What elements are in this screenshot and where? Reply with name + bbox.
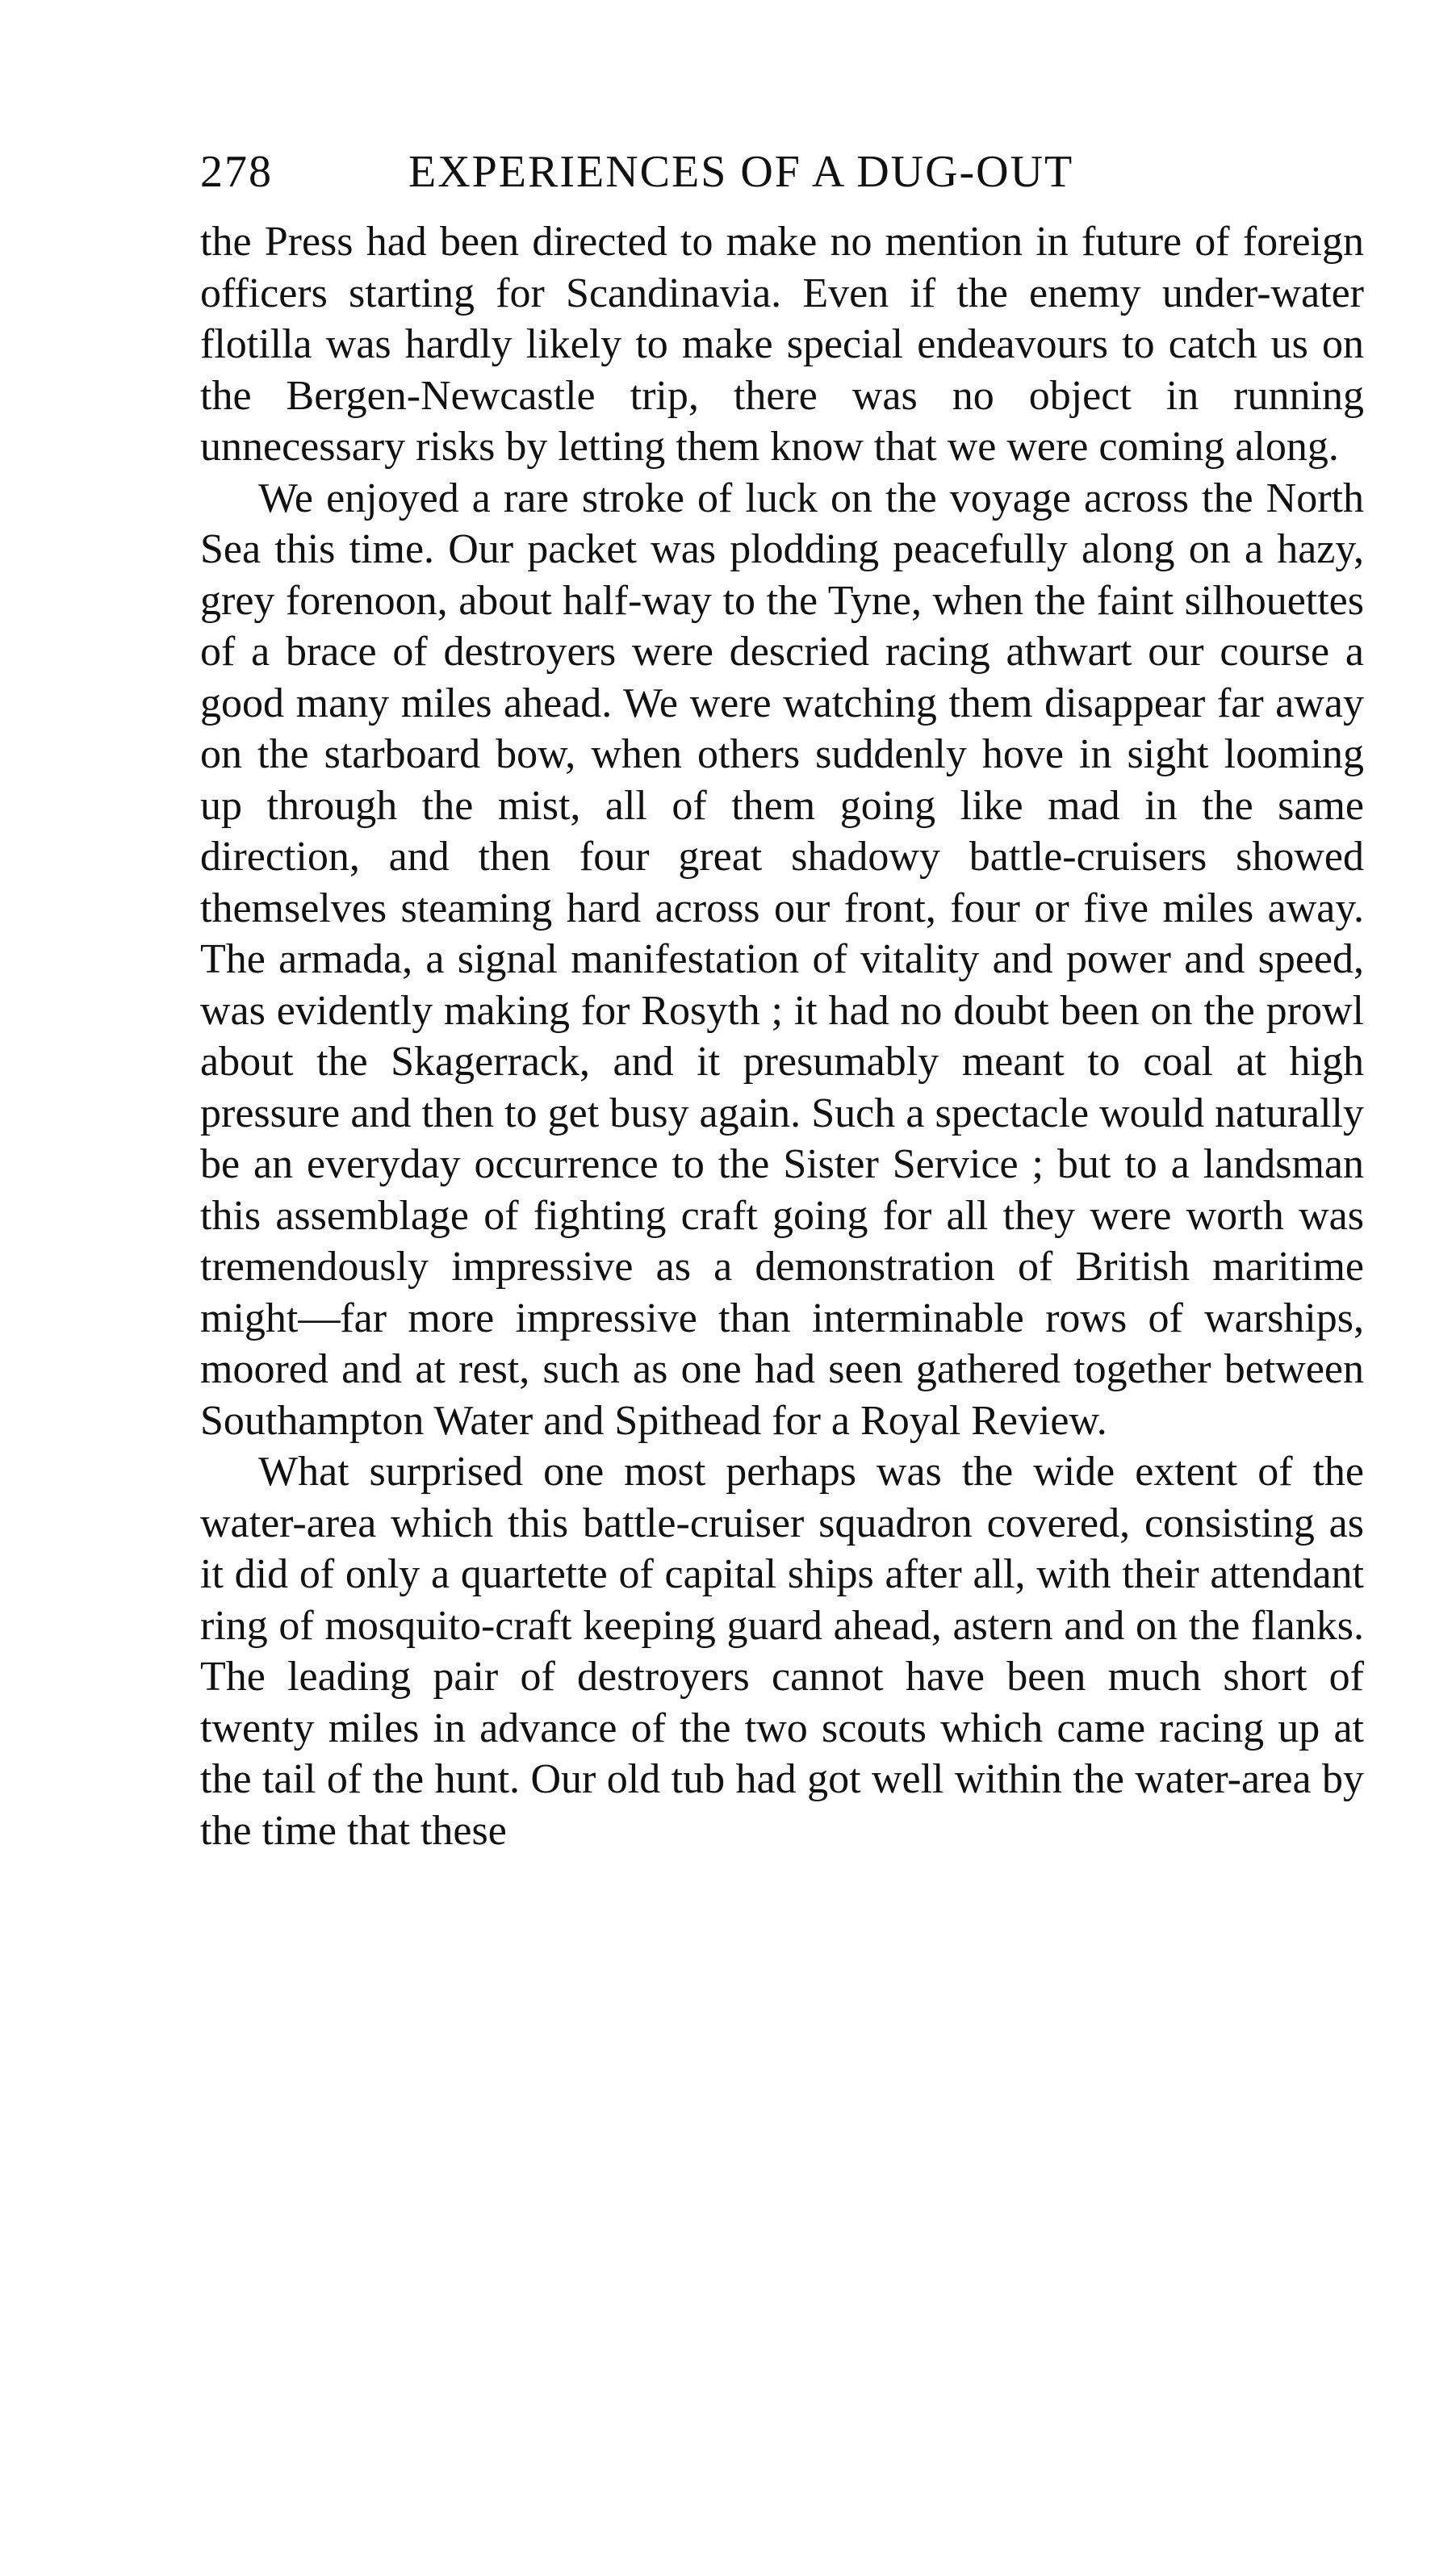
- page-number: 278: [200, 147, 273, 197]
- paragraph-continued: the Press had been directed to make no mention in future of foreign officers starting for Scandinavia. Even if the enemy under-water flotilla was hardly likely to make special endeavours to catch us on the Bergen-Newcastle trip, there was no object in running unnecessary risks by letting them know that we were coming along.: [200, 219, 1364, 470]
- running-title: EXPERIENCES OF A DUG-OUT: [408, 147, 1074, 197]
- paragraph-north-sea-voyage: We enjoyed a rare stroke of luck on the voyage across the North Sea this time. Our packet was plodding peacefully along on a hazy, grey forenoon, about half-way to the Tyne, when the faint silhouettes of a brace of destroyers were descried racing athwart our course a good many miles ahead. We were watching them disappear far away on the starboard bow, when others suddenly hove in sight looming up through the mist, all of them going like mad in the same direction, and then four great shadowy battle-cruisers showed themselves steaming hard across our front, four or five miles away. The armada, a signal manifestation of vitality and power and speed, was evidently making for Rosyth ; it had no doubt been on the prowl about the Skagerrack, and it presumably meant to coal at high pressure and then to get busy again. Such a spectacle would naturally be an everyday occurrence to the Sister Service ; but to a landsman this assemblage of fighting craft going for all they were worth was tremendously impressive as a demonstration of British maritime might—far more impressive than interminable rows of warships, moored and at rest, such as one had seen gathered together between Southampton Water and Spithead for a Royal Review.: [200, 475, 1364, 1444]
- running-head: [200, 136, 1364, 208]
- body-text: [200, 216, 1364, 1856]
- book-page: [200, 136, 1364, 1856]
- paragraph-water-area: What surprised one most perhaps was the wide extent of the water-area which this battle-cruiser squadron covered, consisting as it did of only a quartette of capital ships after all, with their attendant ring of mosquito-craft keeping guard ahead, astern and on the flanks. The leading pair of destroyers cannot have been much short of twenty miles in advance of the two scouts which came racing up at the tail of the hunt. Our old tub had got well within the water-area by the time that these: [200, 1449, 1364, 1854]
